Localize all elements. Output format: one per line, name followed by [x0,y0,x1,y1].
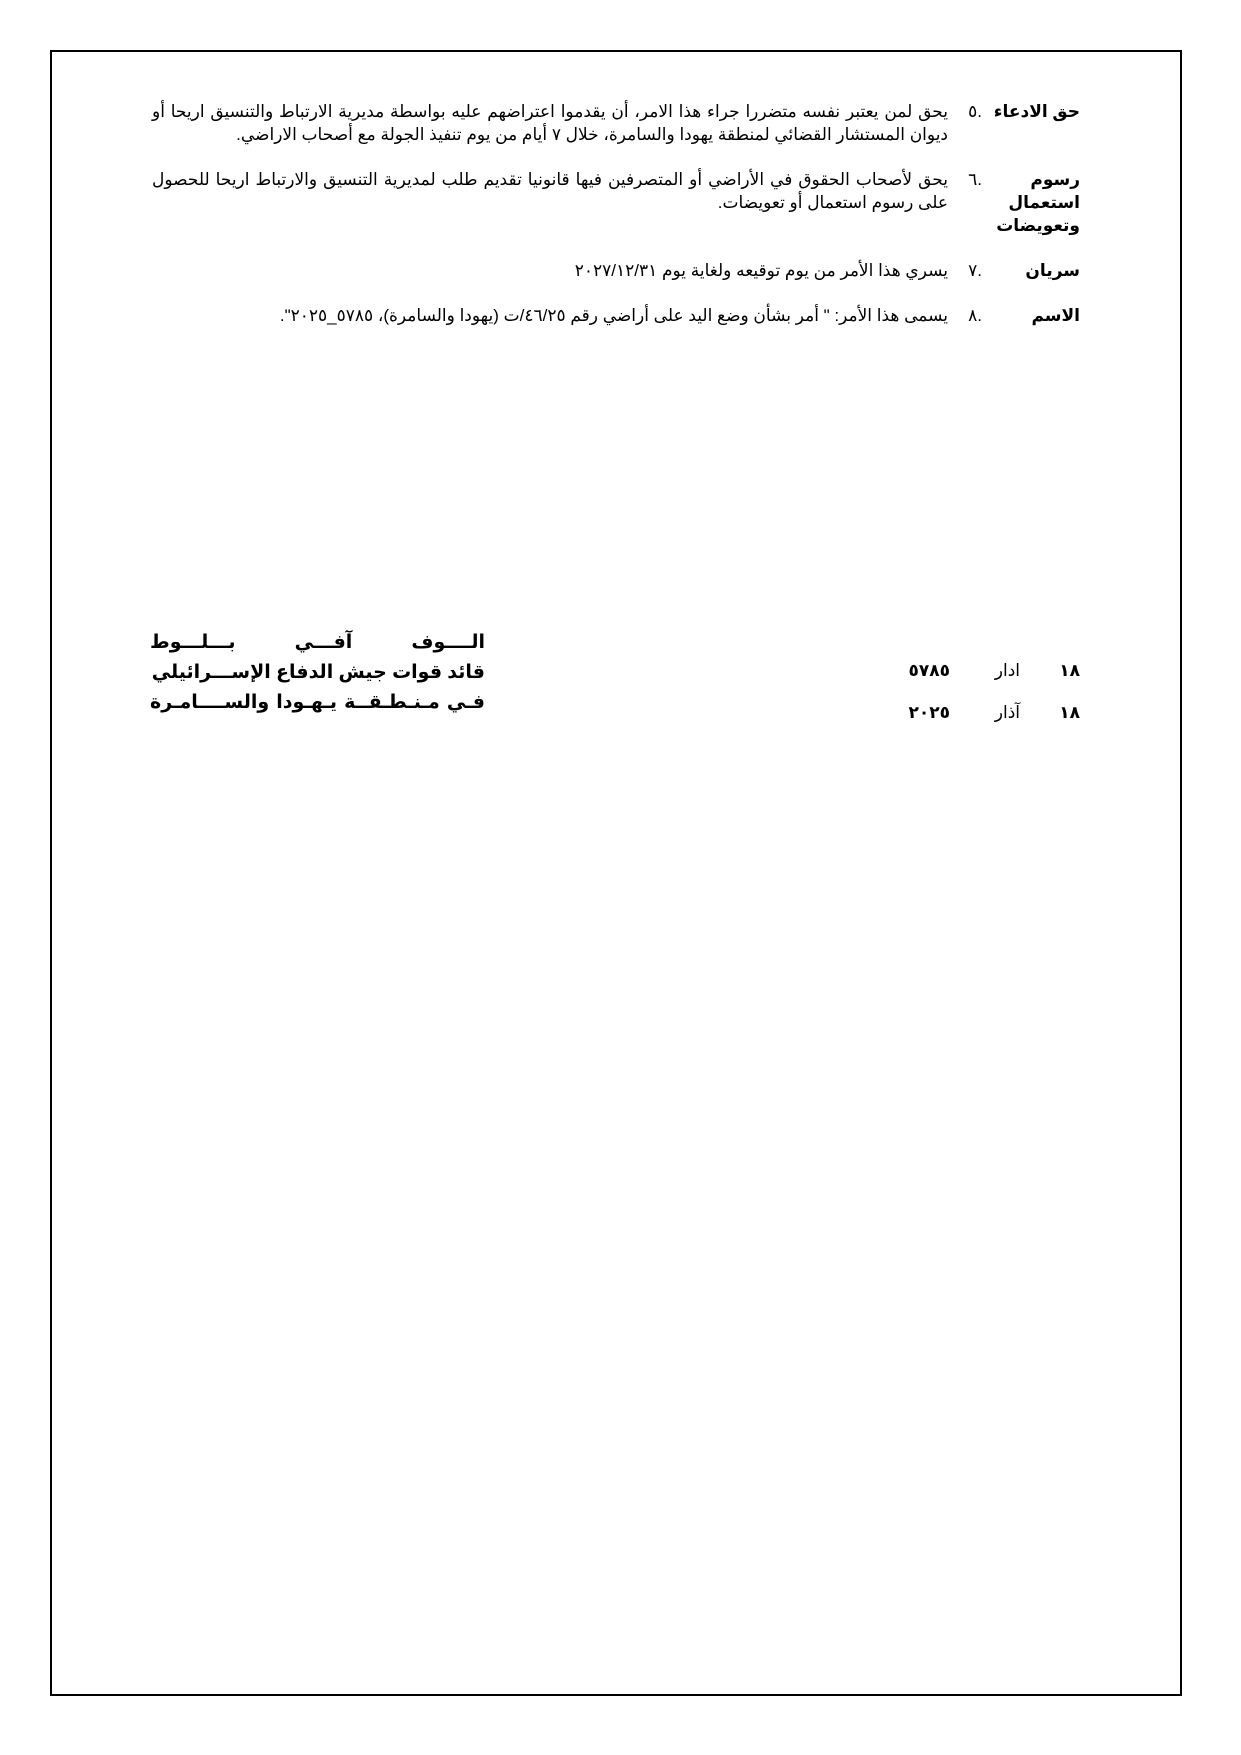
clause-title: رسوم استعمال وتعويضات [996,170,1080,235]
date-day: ١٨ [1059,703,1080,722]
clause-title: سريان [1025,261,1080,280]
clause-text: يحق لأصحاب الحقوق في الأراضي أو المتصرفين فيها قانونيا تقديم طلب لمديرية التنسيق والارتباط اريحا للحصول على رسوم استعمال أو تعويضات. [152,170,948,212]
clause-number: .٥ [968,102,982,121]
clause-text: يسري هذا الأمر من يوم توقيعه ولغاية يوم ٢٠٢٧/١٢/٣١ [574,261,948,280]
date-row-gregorian [840,692,1080,734]
signatory-rank: قائد قوات جيش الدفاع الإســـرائيلي [151,662,485,683]
clause-6 [152,168,1080,237]
date-year: ٢٠٢٥ [908,703,950,722]
clauses-list [152,100,1080,349]
date-day: ١٨ [1059,661,1080,680]
signature-block [150,628,485,718]
signatory-region: فـي مـنـطـقــة يـهـودا والســــامـرة [150,692,485,713]
date-year: ٥٧٨٥ [908,661,950,680]
clause-7 [152,259,1080,282]
signatory-name: الــــوف آفـــي بـــلـــوط [150,632,485,653]
clause-5 [152,100,1080,146]
clause-text: يحق لمن يعتبر نفسه متضررا جراء هذا الامر، أن يقدموا اعتراضهم عليه بواسطة مديرية الارتباط والتنسيق اريحا أو ديوان المستشار القضائي لمنطقة يهودا والسامرة، خلال ٧ أيام من يوم تنفيذ الجولة مع أصحاب الاراضي. [152,102,948,144]
clause-number: .٨ [968,306,982,325]
clause-number: .٧ [968,261,982,280]
date-row-hebrew [840,650,1080,692]
date-month: آذار [994,703,1020,722]
clause-title: الاسم [1031,306,1080,325]
clause-title: حق الادعاء [993,102,1080,121]
clause-text: يسمى هذا الأمر: " أمر بشأن وضع اليد على أراضي رقم ٤٦/٢٥/ت (يهودا والسامرة)، ٥٧٨٥_٢٠٢٥". [279,306,948,325]
date-month: ادار [994,661,1020,680]
clause-number: .٦ [968,170,982,189]
clause-8 [152,304,1080,327]
date-block [840,650,1080,734]
